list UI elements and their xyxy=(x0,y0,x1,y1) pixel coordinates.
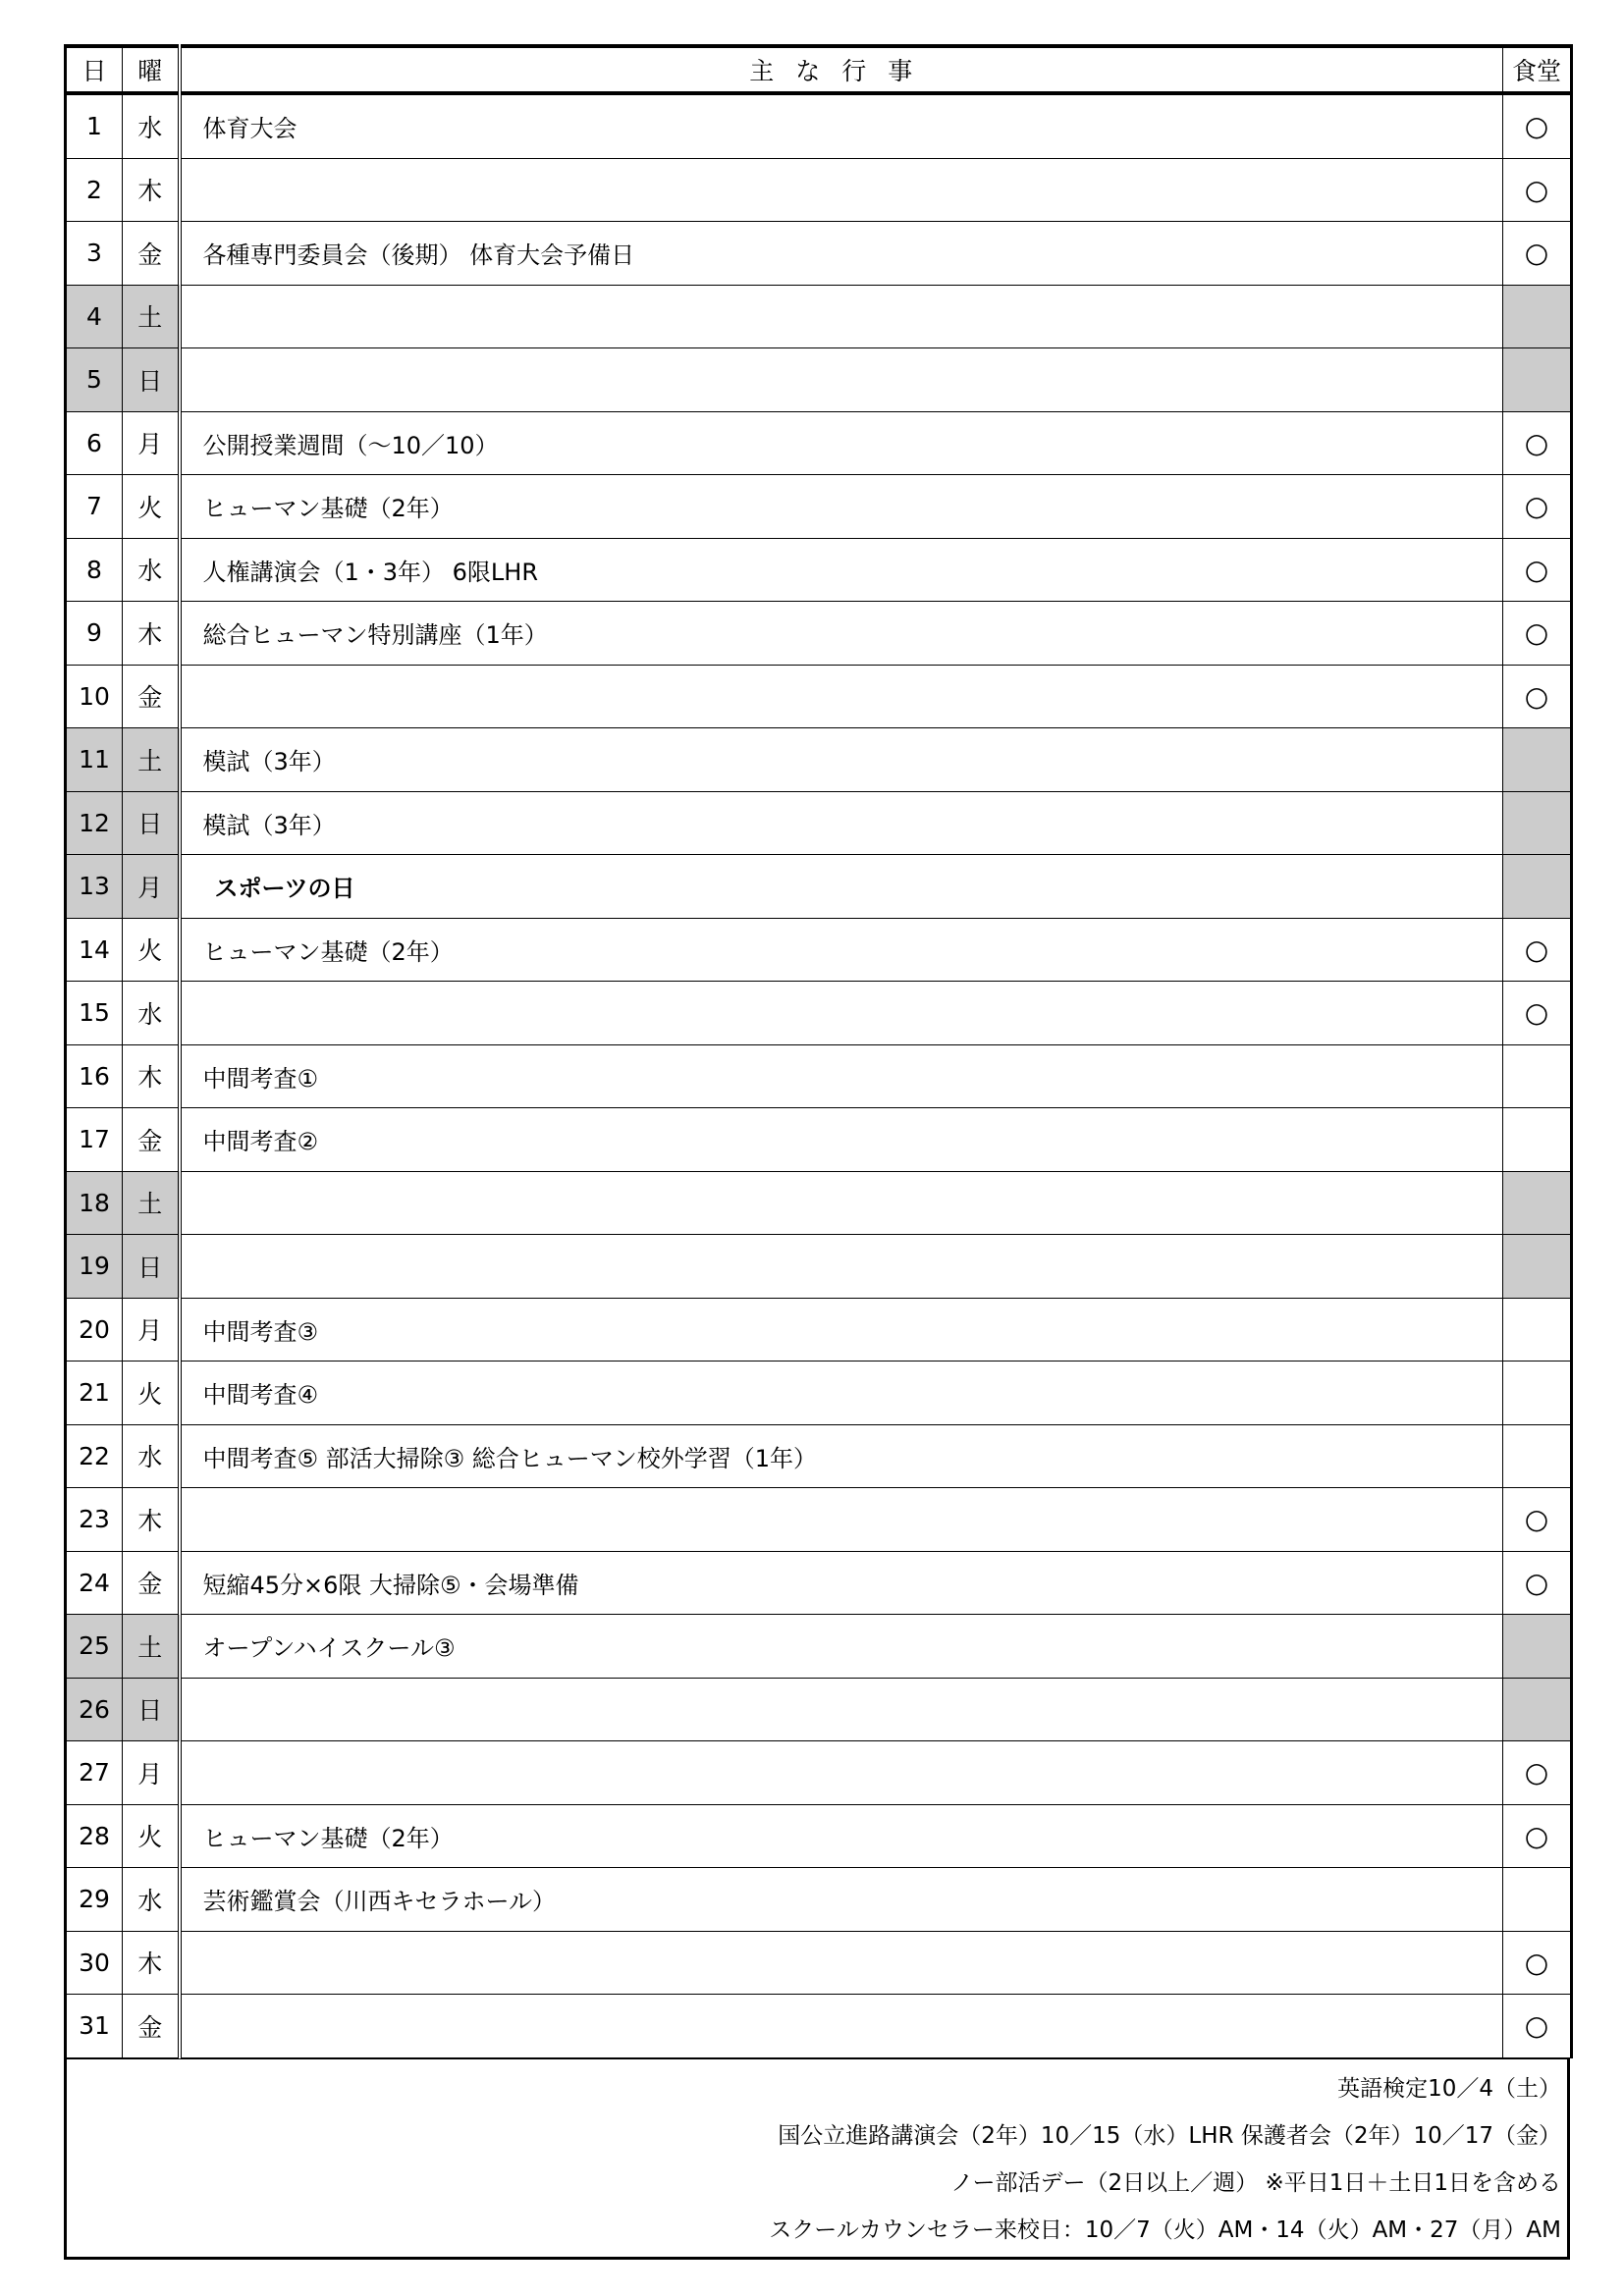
cafeteria-cell xyxy=(1503,791,1572,855)
cafeteria-cell: ○ xyxy=(1503,1551,1572,1615)
weekday-cell: 月 xyxy=(123,1741,180,1805)
cafeteria-cell xyxy=(1503,348,1572,412)
note-school-counselor: スクールカウンセラー来校日：10／7（火）AM・14（火）AM・27（月）AM xyxy=(769,2216,1561,2243)
note-career-lecture: 国公立進路講演会（2年）10／15（水）LHR 保護者会（2年）10／17（金） xyxy=(778,2122,1561,2149)
day-cell: 4 xyxy=(66,285,123,348)
event-cell xyxy=(180,1488,1503,1552)
weekday-cell: 水 xyxy=(123,982,180,1045)
table-row xyxy=(66,665,1572,728)
event-cell: 中間考査② xyxy=(180,1108,1503,1172)
weekday-cell: 土 xyxy=(123,1615,180,1679)
day-cell: 9 xyxy=(66,602,123,666)
table-row xyxy=(66,1298,1572,1362)
cafeteria-cell xyxy=(1503,1298,1572,1362)
event-cell xyxy=(180,1235,1503,1299)
table-row xyxy=(66,93,1572,158)
day-cell: 27 xyxy=(66,1741,123,1805)
day-cell: 7 xyxy=(66,475,123,539)
event-cell xyxy=(180,665,1503,728)
event-cell: 模試（3年） xyxy=(180,791,1503,855)
cafeteria-cell: ○ xyxy=(1503,982,1572,1045)
cafeteria-cell xyxy=(1503,1108,1572,1172)
weekday-cell: 月 xyxy=(123,411,180,475)
table-row xyxy=(66,791,1572,855)
event-cell xyxy=(180,1741,1503,1805)
schedule-rows xyxy=(66,93,1572,2057)
cafeteria-cell: ○ xyxy=(1503,93,1572,158)
cafeteria-cell: ○ xyxy=(1503,158,1572,222)
table-row xyxy=(66,1615,1572,1679)
day-cell: 20 xyxy=(66,1298,123,1362)
cafeteria-cell: ○ xyxy=(1503,411,1572,475)
table-row xyxy=(66,222,1572,286)
day-cell: 23 xyxy=(66,1488,123,1552)
table-row xyxy=(66,1488,1572,1552)
weekday-cell: 水 xyxy=(123,1868,180,1932)
day-cell: 1 xyxy=(66,93,123,158)
day-cell: 28 xyxy=(66,1804,123,1868)
event-cell: ヒューマン基礎（2年） xyxy=(180,475,1503,539)
day-cell: 13 xyxy=(66,855,123,919)
note-eiken: 英語検定10／4（土） xyxy=(1337,2075,1561,2102)
day-cell: 3 xyxy=(66,222,123,286)
day-cell: 16 xyxy=(66,1044,123,1108)
weekday-cell: 火 xyxy=(123,475,180,539)
day-cell: 29 xyxy=(66,1868,123,1932)
header-events: 主な行事 xyxy=(180,46,1503,93)
day-cell: 5 xyxy=(66,348,123,412)
day-cell: 31 xyxy=(66,1995,123,2058)
weekday-cell: 金 xyxy=(123,222,180,286)
weekday-cell: 木 xyxy=(123,602,180,666)
event-cell: 各種専門委員会（後期） 体育大会予備日 xyxy=(180,222,1503,286)
table-row xyxy=(66,475,1572,539)
day-cell: 22 xyxy=(66,1424,123,1488)
weekday-cell: 火 xyxy=(123,1804,180,1868)
table-row xyxy=(66,1171,1572,1235)
cafeteria-cell: ○ xyxy=(1503,1488,1572,1552)
event-cell xyxy=(180,982,1503,1045)
weekday-cell: 水 xyxy=(123,538,180,602)
table-row xyxy=(66,1678,1572,1741)
day-cell: 25 xyxy=(66,1615,123,1679)
table-row xyxy=(66,1741,1572,1805)
event-cell: 短縮45分×6限 大掃除⑤・会場準備 xyxy=(180,1551,1503,1615)
event-cell xyxy=(180,1678,1503,1741)
cafeteria-cell: ○ xyxy=(1503,222,1572,286)
event-cell: スポーツの日 xyxy=(180,855,1503,919)
day-cell: 26 xyxy=(66,1678,123,1741)
header-weekday: 曜 xyxy=(123,46,180,93)
table-row xyxy=(66,1804,1572,1868)
event-cell: 中間考査③ xyxy=(180,1298,1503,1362)
event-cell: 中間考査⑤ 部活大掃除③ 総合ヒューマン校外学習（1年） xyxy=(180,1424,1503,1488)
day-cell: 10 xyxy=(66,665,123,728)
weekday-cell: 火 xyxy=(123,918,180,982)
weekday-cell: 木 xyxy=(123,158,180,222)
event-cell: 芸術鑑賞会（川西キセラホール） xyxy=(180,1868,1503,1932)
cafeteria-cell xyxy=(1503,1235,1572,1299)
table-row xyxy=(66,1362,1572,1425)
table-row xyxy=(66,285,1572,348)
cafeteria-cell xyxy=(1503,285,1572,348)
event-cell: 中間考査① xyxy=(180,1044,1503,1108)
weekday-cell: 木 xyxy=(123,1044,180,1108)
weekday-cell: 金 xyxy=(123,665,180,728)
event-cell: 総合ヒューマン特別講座（1年） xyxy=(180,602,1503,666)
day-cell: 14 xyxy=(66,918,123,982)
weekday-cell: 火 xyxy=(123,1362,180,1425)
table-row xyxy=(66,538,1572,602)
weekday-cell: 日 xyxy=(123,348,180,412)
table-row xyxy=(66,918,1572,982)
cafeteria-cell xyxy=(1503,1615,1572,1679)
day-cell: 8 xyxy=(66,538,123,602)
day-cell: 19 xyxy=(66,1235,123,1299)
cafeteria-cell xyxy=(1503,1678,1572,1741)
cafeteria-cell: ○ xyxy=(1503,602,1572,666)
event-cell: 人権講演会（1・3年） 6限LHR xyxy=(180,538,1503,602)
table-row xyxy=(66,982,1572,1045)
weekday-cell: 土 xyxy=(123,285,180,348)
event-cell: 模試（3年） xyxy=(180,728,1503,792)
schedule-table xyxy=(64,44,1573,2058)
event-cell xyxy=(180,1995,1503,2058)
day-cell: 21 xyxy=(66,1362,123,1425)
weekday-cell: 水 xyxy=(123,93,180,158)
cafeteria-cell: ○ xyxy=(1503,1804,1572,1868)
header-cafeteria: 食堂 xyxy=(1503,46,1572,93)
table-row xyxy=(66,411,1572,475)
cafeteria-cell: ○ xyxy=(1503,538,1572,602)
table-row xyxy=(66,158,1572,222)
day-cell: 2 xyxy=(66,158,123,222)
cafeteria-cell xyxy=(1503,1171,1572,1235)
table-row xyxy=(66,602,1572,666)
cafeteria-cell: ○ xyxy=(1503,665,1572,728)
event-cell xyxy=(180,348,1503,412)
table-row xyxy=(66,1931,1572,1995)
weekday-cell: 日 xyxy=(123,1678,180,1741)
cafeteria-cell xyxy=(1503,1044,1572,1108)
day-cell: 24 xyxy=(66,1551,123,1615)
weekday-cell: 月 xyxy=(123,1298,180,1362)
weekday-cell: 土 xyxy=(123,1171,180,1235)
cafeteria-cell: ○ xyxy=(1503,918,1572,982)
cafeteria-cell: ○ xyxy=(1503,1995,1572,2058)
event-cell xyxy=(180,1931,1503,1995)
event-cell: ヒューマン基礎（2年） xyxy=(180,1804,1503,1868)
weekday-cell: 木 xyxy=(123,1488,180,1552)
event-cell: ヒューマン基礎（2年） xyxy=(180,918,1503,982)
event-cell: 体育大会 xyxy=(180,93,1503,158)
cafeteria-cell xyxy=(1503,855,1572,919)
cafeteria-cell xyxy=(1503,1868,1572,1932)
day-cell: 30 xyxy=(66,1931,123,1995)
cafeteria-cell xyxy=(1503,1424,1572,1488)
table-row xyxy=(66,1108,1572,1172)
event-cell: オープンハイスクール③ xyxy=(180,1615,1503,1679)
weekday-cell: 木 xyxy=(123,1931,180,1995)
day-cell: 18 xyxy=(66,1171,123,1235)
event-cell: 中間考査④ xyxy=(180,1362,1503,1425)
event-cell xyxy=(180,285,1503,348)
day-cell: 15 xyxy=(66,982,123,1045)
day-cell: 6 xyxy=(66,411,123,475)
weekday-cell: 日 xyxy=(123,1235,180,1299)
cafeteria-cell xyxy=(1503,728,1572,792)
table-row xyxy=(66,728,1572,792)
weekday-cell: 月 xyxy=(123,855,180,919)
note-no-club-day: ノー部活デー（2日以上／週） ※平日1日＋土日1日を含める xyxy=(950,2169,1561,2196)
table-row xyxy=(66,1868,1572,1932)
cafeteria-cell: ○ xyxy=(1503,475,1572,539)
table-row xyxy=(66,1995,1572,2058)
weekday-cell: 金 xyxy=(123,1551,180,1615)
event-cell xyxy=(180,158,1503,222)
table-row xyxy=(66,855,1572,919)
cafeteria-cell xyxy=(1503,1362,1572,1425)
table-row xyxy=(66,1044,1572,1108)
monthly-schedule-sheet xyxy=(64,44,1570,2260)
table-row xyxy=(66,1235,1572,1299)
header-row xyxy=(66,46,1572,93)
notes-section xyxy=(64,2058,1570,2260)
weekday-cell: 水 xyxy=(123,1424,180,1488)
header-day: 日 xyxy=(66,46,123,93)
table-row xyxy=(66,1551,1572,1615)
day-cell: 17 xyxy=(66,1108,123,1172)
table-row xyxy=(66,348,1572,412)
weekday-cell: 金 xyxy=(123,1995,180,2058)
event-cell: 公開授業週間（～10／10） xyxy=(180,411,1503,475)
event-cell xyxy=(180,1171,1503,1235)
day-cell: 11 xyxy=(66,728,123,792)
table-row xyxy=(66,1424,1572,1488)
cafeteria-cell: ○ xyxy=(1503,1931,1572,1995)
weekday-cell: 日 xyxy=(123,791,180,855)
day-cell: 12 xyxy=(66,791,123,855)
weekday-cell: 金 xyxy=(123,1108,180,1172)
cafeteria-cell: ○ xyxy=(1503,1741,1572,1805)
weekday-cell: 土 xyxy=(123,728,180,792)
